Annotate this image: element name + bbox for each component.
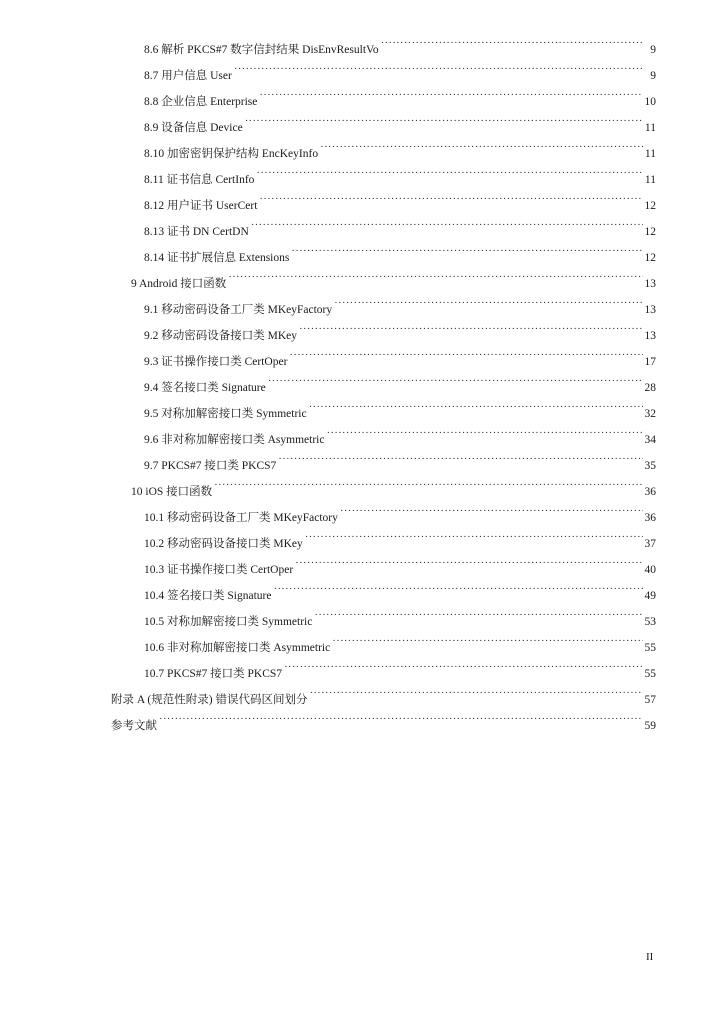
toc-entry-label: 9.5 对称加解密接口类 Symmetric — [144, 408, 307, 420]
toc-page-number: 32 — [644, 408, 656, 420]
toc-entry-label: 10.2 移动密码设备接口类 MKey — [144, 538, 303, 550]
toc-page-number: 28 — [644, 382, 656, 394]
toc-entry-10-2[interactable] — [144, 527, 656, 550]
toc-dot-leader — [259, 189, 642, 209]
toc-entry-10-4[interactable] — [144, 579, 656, 602]
toc-dot-leader — [291, 241, 642, 261]
toc-entry-label: 8.10 加密密钥保护结构 EncKeyInfo — [144, 148, 319, 160]
toc-dot-leader — [381, 33, 644, 53]
toc-entry-label: 8.12 用户证书 UserCert — [144, 200, 258, 212]
toc-page-number: 11 — [644, 174, 656, 186]
toc-entry-label: 10.1 移动密码设备工厂类 MKeyFactory — [144, 512, 338, 524]
toc-page-number: 12 — [644, 252, 656, 264]
toc-entry-8-10[interactable] — [144, 137, 656, 160]
toc-page-number: 12 — [644, 226, 656, 238]
toc-page-number: 40 — [644, 564, 656, 576]
toc-entry-label: 8.8 企业信息 Enterprise — [144, 96, 258, 108]
toc-entry-label: 附录 A (规范性附录) 错误代码区间划分 — [111, 694, 308, 706]
toc-entry-8-13[interactable] — [144, 215, 656, 238]
toc-dot-leader — [278, 449, 642, 469]
toc-dot-leader — [228, 267, 642, 287]
toc-entry-label: 8.14 证书扩展信息 Extensions — [144, 252, 290, 264]
toc-page-number: 55 — [644, 642, 656, 654]
toc-page-number: 36 — [644, 512, 656, 524]
toc-page-number: 13 — [644, 304, 656, 316]
toc-entry-label: 9.1 移动密码设备工厂类 MKeyFactory — [144, 304, 333, 316]
toc-entry-9-7[interactable] — [144, 449, 656, 472]
toc-page-number: 17 — [644, 356, 656, 368]
toc-entry-label: 9.3 证书操作接口类 CertOper — [144, 356, 288, 368]
toc-dot-leader — [289, 345, 642, 365]
toc-entry-label: 8.9 设备信息 Device — [144, 122, 243, 134]
toc-entry-appendix-a[interactable] — [111, 683, 656, 706]
toc-page-number: 11 — [644, 148, 656, 160]
toc-page-number: 53 — [644, 616, 656, 628]
toc-entry-8-9[interactable] — [144, 111, 656, 134]
toc-entry-label: 10.7 PKCS#7 接口类 PKCS7 — [144, 668, 283, 680]
toc-entry-label: 9.7 PKCS#7 接口类 PKCS7 — [144, 460, 277, 472]
toc-entry-10-7[interactable] — [144, 657, 656, 680]
toc-dot-leader — [309, 397, 643, 417]
toc-entry-10-5[interactable] — [144, 605, 656, 628]
toc-page-number: 36 — [644, 486, 656, 498]
toc-entry-label: 8.6 解析 PKCS#7 数字信封结果 DisEnvResultVo — [144, 44, 379, 56]
toc-dot-leader — [305, 527, 643, 547]
toc-entry-9[interactable] — [131, 267, 656, 290]
toc-entry-10-6[interactable] — [144, 631, 656, 654]
toc-entry-references[interactable] — [111, 709, 656, 732]
toc-dot-leader — [326, 423, 642, 443]
toc-dot-leader — [284, 657, 642, 677]
toc-page-number: 59 — [644, 720, 656, 732]
toc-entry-label: 8.13 证书 DN CertDN — [144, 226, 249, 238]
toc-entry-label: 10.5 对称加解密接口类 Symmetric — [144, 616, 313, 628]
toc-dot-leader — [268, 371, 643, 391]
toc-entry-label: 9 Android 接口函数 — [131, 278, 227, 290]
toc-page-number: 10 — [644, 96, 656, 108]
toc-entry-9-6[interactable] — [144, 423, 656, 446]
toc-entry-label: 10 iOS 接口函数 — [131, 486, 213, 498]
toc-dot-leader — [256, 163, 643, 183]
toc-entry-8-7[interactable] — [144, 59, 656, 82]
toc-page-number: 12 — [644, 200, 656, 212]
toc-dot-leader — [159, 709, 643, 729]
toc-entry-9-3[interactable] — [144, 345, 656, 368]
toc-page-number: 13 — [644, 330, 656, 342]
toc-dot-leader — [334, 293, 642, 313]
toc-dot-leader — [295, 553, 642, 573]
toc-dot-leader — [273, 579, 642, 599]
toc-dot-leader — [299, 319, 642, 339]
toc-entry-10[interactable] — [131, 475, 656, 498]
toc-dot-leader — [340, 501, 643, 521]
toc-dot-leader — [259, 85, 642, 105]
toc-entry-8-12[interactable] — [144, 189, 656, 212]
toc-entry-label: 参考文献 — [111, 720, 157, 732]
toc-entry-label: 8.7 用户信息 User — [144, 70, 232, 82]
toc-entry-10-1[interactable] — [144, 501, 656, 524]
toc-entry-8-11[interactable] — [144, 163, 656, 186]
toc-page-number: 37 — [644, 538, 656, 550]
toc-dot-leader — [214, 475, 642, 495]
footer-page-number: II — [646, 951, 654, 963]
toc-dot-leader — [314, 605, 642, 625]
toc-entry-9-2[interactable] — [144, 319, 656, 342]
toc-entry-9-5[interactable] — [144, 397, 656, 420]
toc-entry-9-1[interactable] — [144, 293, 656, 316]
toc-entry-label: 9.2 移动密码设备接口类 MKey — [144, 330, 298, 342]
toc-page-number: 9 — [650, 44, 656, 56]
toc-dot-leader — [320, 137, 643, 157]
toc-entry-label: 10.6 非对称加解密接口类 Asymmetric — [144, 642, 331, 654]
toc-page-number: 35 — [644, 460, 656, 472]
toc-entry-label: 9.4 签名接口类 Signature — [144, 382, 266, 394]
toc-dot-leader — [309, 683, 642, 703]
toc-entry-10-3[interactable] — [144, 553, 656, 576]
toc-page-number: 9 — [650, 70, 656, 82]
toc-page-number: 57 — [644, 694, 656, 706]
toc-entry-8-14[interactable] — [144, 241, 656, 264]
toc-page-number: 34 — [644, 434, 656, 446]
toc-entry-label: 10.4 签名接口类 Signature — [144, 590, 272, 602]
toc-dot-leader — [245, 111, 643, 131]
toc-entry-9-4[interactable] — [144, 371, 656, 394]
toc-page-number: 13 — [644, 278, 656, 290]
toc-entry-label: 10.3 证书操作接口类 CertOper — [144, 564, 294, 576]
toc-dot-leader — [234, 59, 644, 79]
toc-dot-leader — [332, 631, 642, 651]
toc-entry-8-6[interactable] — [144, 33, 656, 56]
toc-entry-label: 8.11 证书信息 CertInfo — [144, 174, 255, 186]
toc-dot-leader — [251, 215, 643, 235]
toc-entry-8-8[interactable] — [144, 85, 656, 108]
toc-page-number: 49 — [644, 590, 656, 602]
toc-page-number: 11 — [644, 122, 656, 134]
toc-entry-label: 9.6 非对称加解密接口类 Asymmetric — [144, 434, 325, 446]
toc-page-number: 55 — [644, 668, 656, 680]
